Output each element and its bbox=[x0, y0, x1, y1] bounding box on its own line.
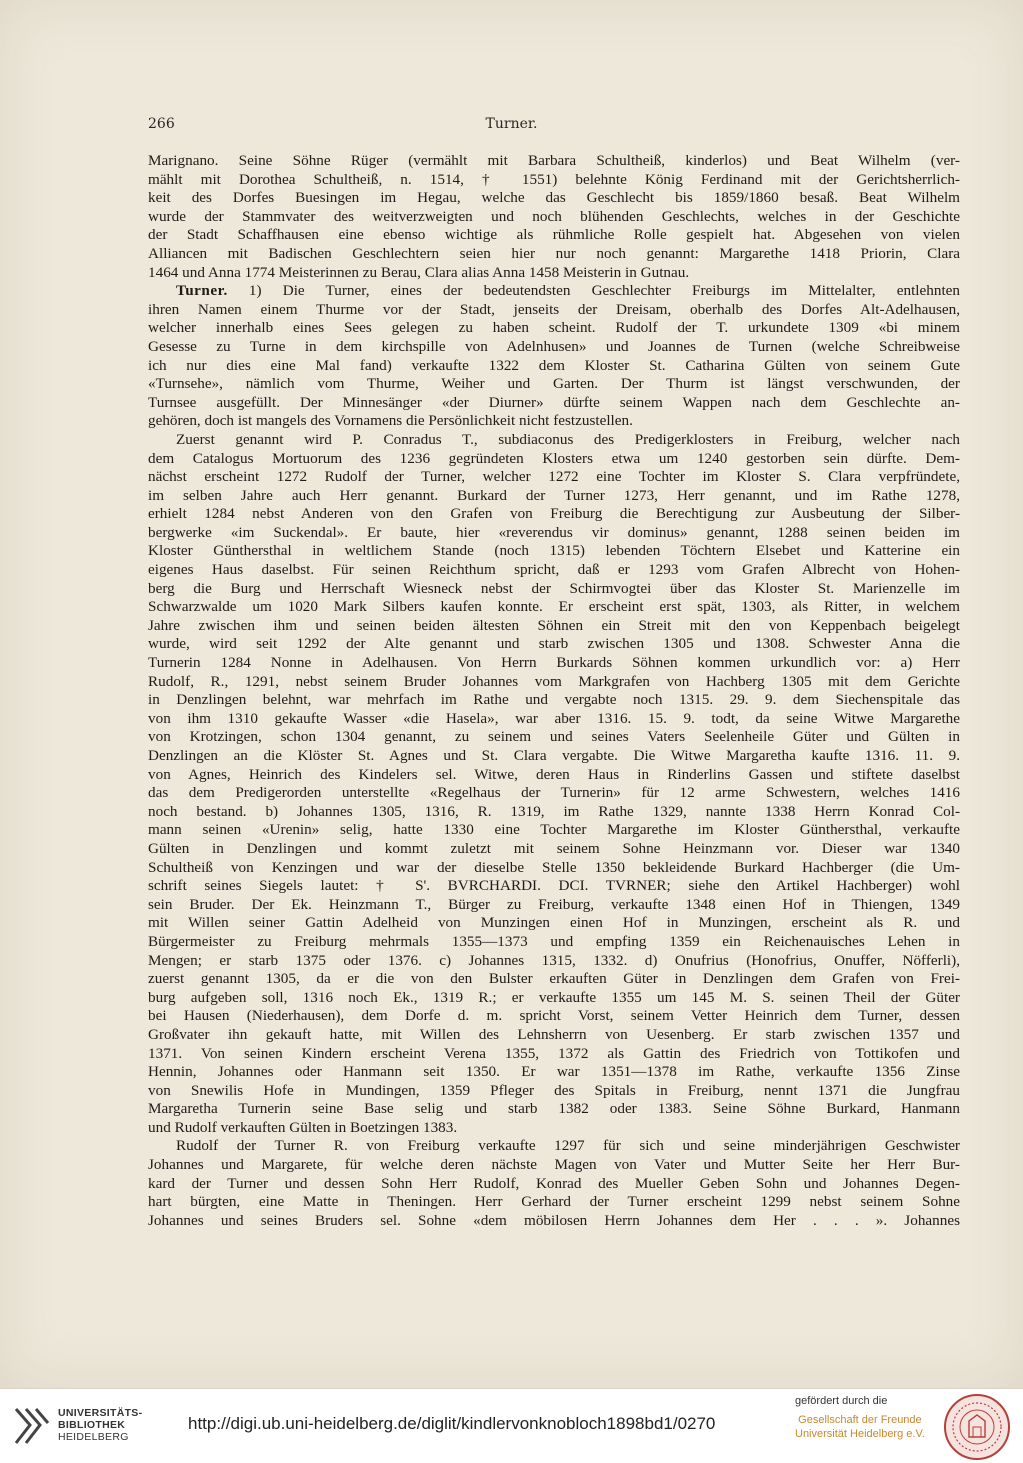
text-line: in Denzlingen belehnt, war mehrfach im Rathe und vergabte noch 1315. 29. 9. dem Siechenspitale das bbox=[148, 691, 960, 709]
text-line: Alliancen mit Badischen Geschlechtern seien hier nur noch genannt: Margarethe 1418 Priorin, Clara bbox=[148, 244, 960, 262]
text-line: burg aufgeben soll, 1316 noch Ek., 1319 R.; er verkaufte 1355 um 145 M. S. seinen Theil der Güter bbox=[148, 988, 960, 1006]
text-line: welcher innerhalb eines Sees gelegen zu haben scheint. Rudolf der T. urkundete 1309 «bi minem bbox=[148, 319, 960, 337]
society-name bbox=[795, 1413, 925, 1441]
text-line: Johannes und seines Bruders sel. Sohne «dem möbilosen Herrn Johannes dem Her . . . ». Johannes bbox=[148, 1211, 960, 1229]
text-line: Bürgermeister zu Freiburg mehrmals 1355—1373 und empfing 1359 ein Reichenauisches Lehen in bbox=[148, 932, 960, 950]
text-line: zuerst genannt 1305, da er die von den Bulster erkauften Güter in Denzlingen dem Grafen von Frei- bbox=[148, 970, 960, 988]
text-line: Margaretha Turnerin seine Base selig und starb 1382 oder 1383. Seine Söhne Burkard, Hanmann bbox=[148, 1100, 960, 1118]
text-line: 1464 und Anna 1774 Meisterinnen zu Berau, Clara alias Anna 1458 Meisterin in Gutnau. bbox=[148, 263, 690, 281]
text-line: und Rudolf verkauften Gülten in Boetzingen 1383. bbox=[148, 1118, 458, 1136]
text-line: von Krotzingen, schon 1304 genannt, zu seinem und seines Vaters Seelenheile Güter und Gülten in bbox=[148, 728, 960, 746]
text-line: ihren Namen einem Thurme vor der Stadt, jenseits der Dreisam, oberhalb des Dorfes Alt-Adelhausen, bbox=[148, 300, 960, 318]
text-line: Mengen; er starb 1375 oder 1376. c) Johannes 1315, 1332. d) Onufrius (Honofrius, Onuffer, Nöfferli), bbox=[148, 951, 960, 969]
text-line: dem Catalogus Mortuorum des 1236 gegründeten Klosters etwa um 1240 gestorben sein dürfte. Dem- bbox=[148, 449, 960, 467]
text-line: hart bürgten, eine Matte in Theningen. Herr Gerhard der Turner erscheint 1299 nebst seinem Sohne bbox=[148, 1193, 960, 1211]
text-line-entry-start bbox=[148, 282, 960, 301]
library-name-line: UNIVERSITÄTS- bbox=[58, 1407, 143, 1419]
text-line: von ihm 1310 gekaufte Wasser «die Hasela», war aber 1316. 15. 9. todt, da seine Witwe Margarethe bbox=[148, 709, 960, 727]
university-seal-icon bbox=[943, 1393, 1011, 1461]
text-line: Turnerin 1284 Nonne in Adelhausen. Von Herrn Burkards Söhnen kommen urkundlich vor: a) Herr bbox=[148, 654, 960, 672]
text-line: Rudolf, R., 1291, nebst seinem Bruder Johannes vom Markgrafen von Hachberg 1305 mit dem Gerichte bbox=[148, 672, 960, 690]
text-line: Kloster Günthersthal in weltlichem Stande (noch 1315) lebenden Töchtern Elsebet und Katterine ein bbox=[148, 542, 960, 560]
society-name-line: Gesellschaft der Freunde bbox=[798, 1414, 922, 1426]
text-line: erhielt 1284 nebst Anderen von den Grafen von Freiburg die Berechtigung zur Ausbeutung der Silber- bbox=[148, 505, 960, 523]
running-head: Turner. bbox=[485, 116, 538, 132]
text-line: keit des Dorfes Buesingen im Hegau, welche das Geschlecht bis 1859/1860 besaß. Beat Wilhelm bbox=[148, 189, 960, 207]
text-line: Gesesse zu Turne in dem kirchspille von Adelnhusen» und Joannes de Turnen (welche Schreibweise bbox=[148, 337, 960, 355]
text-line: ich nur dies eine Mal fand) verkaufte 1322 dem Kloster St. Catharina Gülten von seinem Gute bbox=[148, 356, 960, 374]
text-line: 1371. Von seinen Kindern erscheint Verena 1355, 1372 als Gattin des Friedrich von Tottikofen und bbox=[148, 1044, 960, 1062]
text-line: mit Willen seiner Gattin Adelheid von Munzingen einen Hof in Munzingen, erscheint als R. und bbox=[148, 914, 960, 932]
library-name-line: HEIDELBERG bbox=[58, 1431, 129, 1443]
text-line: gehören, doch ist mangels des Vornamens die Persönlichkeit nicht festzustellen. bbox=[148, 412, 633, 430]
text-line: Jahre zwischen ihm und seinen beiden ältesten Söhnen ein Streit mit den von Keppenbach beigelegt bbox=[148, 616, 960, 634]
permalink-url[interactable]: http://digi.ub.uni-heidelberg.de/diglit/kindlervonknobloch1898bd1/0270 bbox=[188, 1414, 716, 1433]
text-line: das dem Predigerorden unterstellte «Regelhaus der Turnerin» für 12 arme Schwestern, welches 1416 bbox=[148, 784, 960, 802]
text-line: eigenes Haus daselbst. Für seinen Reichthum spricht, daß er 1293 vom Grafen Albrecht von Hohen- bbox=[148, 561, 960, 579]
text-line: Rudolf der Turner R. von Freiburg verkaufte 1297 für sich und seine minderjährigen Geschwister bbox=[176, 1137, 960, 1155]
text-line: Schultheiß von Kenzingen und war der dieselbe Stelle 1350 bekleidende Burkard Hachberger (die Um- bbox=[148, 858, 960, 876]
text-line: kard der Turner und dessen Sohn Herr Rudolf, Konrad des Mueller Geben Sohn und Johannes Degen- bbox=[148, 1174, 960, 1192]
viewer-footer bbox=[0, 1388, 1023, 1463]
text-line: bergwerke «im Suckendal». Er baute, hier «reverendus vir dominus» genannt, 1288 seinen beiden im bbox=[148, 523, 960, 541]
text-line: bei Hausen (Niederhausen), dem Dorfe d. m. spricht Vorst, seinem Vetter Heinrich dem Turner, dessen bbox=[148, 1007, 960, 1025]
text-line: Hennin, Johannes oder Hanmann seit 1350. Er war 1351—1378 im Rathe, verkaufte 1356 Zinse bbox=[148, 1063, 960, 1081]
text-line: Schwarzwalde um 1020 Mark Silbers kaufen konnte. Er erscheint erst spät, 1303, als Ritter, in welchem bbox=[148, 598, 960, 616]
text-line: sein Bruder. Der Ek. Heinzmann T., Bürger zu Freiburg, verkaufte 1348 einen Hof in Thiengen, 1349 bbox=[148, 895, 960, 913]
text-line: Denzlingen an die Klöster St. Agnes und St. Clara vergabte. Die Witwe Margaretha kaufte 1316. 11. 9. bbox=[148, 747, 960, 764]
text-line: 1) Die Turner, eines der bedeutendsten Geschlechter Freiburgs im Mittelalter, entlehnten bbox=[227, 282, 960, 300]
text-line: der Stadt Schaffhausen eine ebenso wichtige als rühmliche Rolle gespielt hat. Abgesehen von vielen bbox=[148, 226, 960, 244]
ub-heidelberg-logo-icon bbox=[10, 1403, 52, 1449]
body-text bbox=[148, 152, 960, 1230]
text-line: Großvater ihn gekauft hatte, mit Willen des Lehnsherrn von Uesenberg. Er starb zwischen 1357 und bbox=[148, 1025, 960, 1043]
text-line: schrift seines Siegels lautet: † S'. BVRCHARDI. DCI. TVRNER; siehe den Artikel Hachberger) wohl bbox=[148, 877, 960, 895]
text-line: Johannes und Margarete, für welche deren nächste Magen von Vater und Mutter Seite her Herr Bur- bbox=[148, 1156, 960, 1174]
text-line: wurde der Stammvater des weitverzweigten und noch blühenden Geschlechts, welches in der Geschichte bbox=[148, 207, 960, 225]
text-line: Gülten in Denzlingen und kommt zuletzt mit seinem Sohne Heinzmann vor. Dieser war 1340 bbox=[148, 839, 960, 857]
text-line: mählt mit Dorothea Schultheiß, n. 1514, † 1551) belehnte König Ferdinand mit der Gerichtsherrlich- bbox=[148, 170, 960, 188]
text-line: im selben Jahre auch Herr genannt. Burkard der Turner 1273, Herr genannt, und im Rathe 1278, bbox=[148, 486, 960, 504]
text-line: noch bestand. b) Johannes 1305, 1316, R. 1319, im Rathe 1329, nannte 1338 Herrn Konrad Col- bbox=[148, 802, 960, 820]
text-line: Marignano. Seine Söhne Rüger (vermählt mit Barbara Schultheiß, kinderlos) und Beat Wilhelm (ver- bbox=[148, 152, 960, 169]
text-line: nächst erscheint 1272 Rudolf der Turner, welcher 1272 eine Tochter im Kloster S. Clara verpfründete, bbox=[148, 468, 960, 486]
funded-by-label: gefördert durch die bbox=[795, 1395, 888, 1407]
text-line: wurde, wird seit 1292 der Alte genannt und starb zwischen 1305 und 1308. Schwester Anna die bbox=[148, 635, 960, 653]
text-line: von Snewilis Hofe in Mundingen, 1359 Pfleger des Spitals in Freiburg, nennt 1371 die Jungfrau bbox=[148, 1081, 960, 1099]
library-name bbox=[58, 1407, 142, 1443]
text-line: von Agnes, Heinrich des Kindelers sel. Witwe, deren Haus in Rinderlins Gassen und stiftete daselbst bbox=[148, 765, 960, 783]
text-line: Turnsee ausgefüllt. Der Minnesänger «der Diurner» dürfte seinem Wappen nach dem Geschlechte an- bbox=[148, 393, 960, 411]
text-line: «Turnsehe», nämlich vom Thurme, Weiher und Garten. Der Thurm ist längst verschwunden, der bbox=[148, 375, 960, 393]
text-line: mann seinen «Urenin» selig, hatte 1330 eine Tochter Margarethe im Kloster Günthersthal, verkaufte bbox=[148, 821, 960, 839]
library-name-line: BIBLIOTHEK bbox=[58, 1419, 126, 1431]
text-line: berg die Burg und Herrschaft Wiesneck nebst der Schirmvogtei über das Kloster St. Marienzelle im bbox=[148, 579, 960, 597]
society-name-line: Universität Heidelberg e.V. bbox=[795, 1428, 925, 1440]
entry-headword: Turner. bbox=[176, 282, 228, 300]
page-number: 266 bbox=[148, 116, 175, 132]
text-line: Zuerst genannt wird P. Conradus T., subdiaconus des Predigerklosters in Freiburg, welcher nach bbox=[176, 430, 960, 448]
